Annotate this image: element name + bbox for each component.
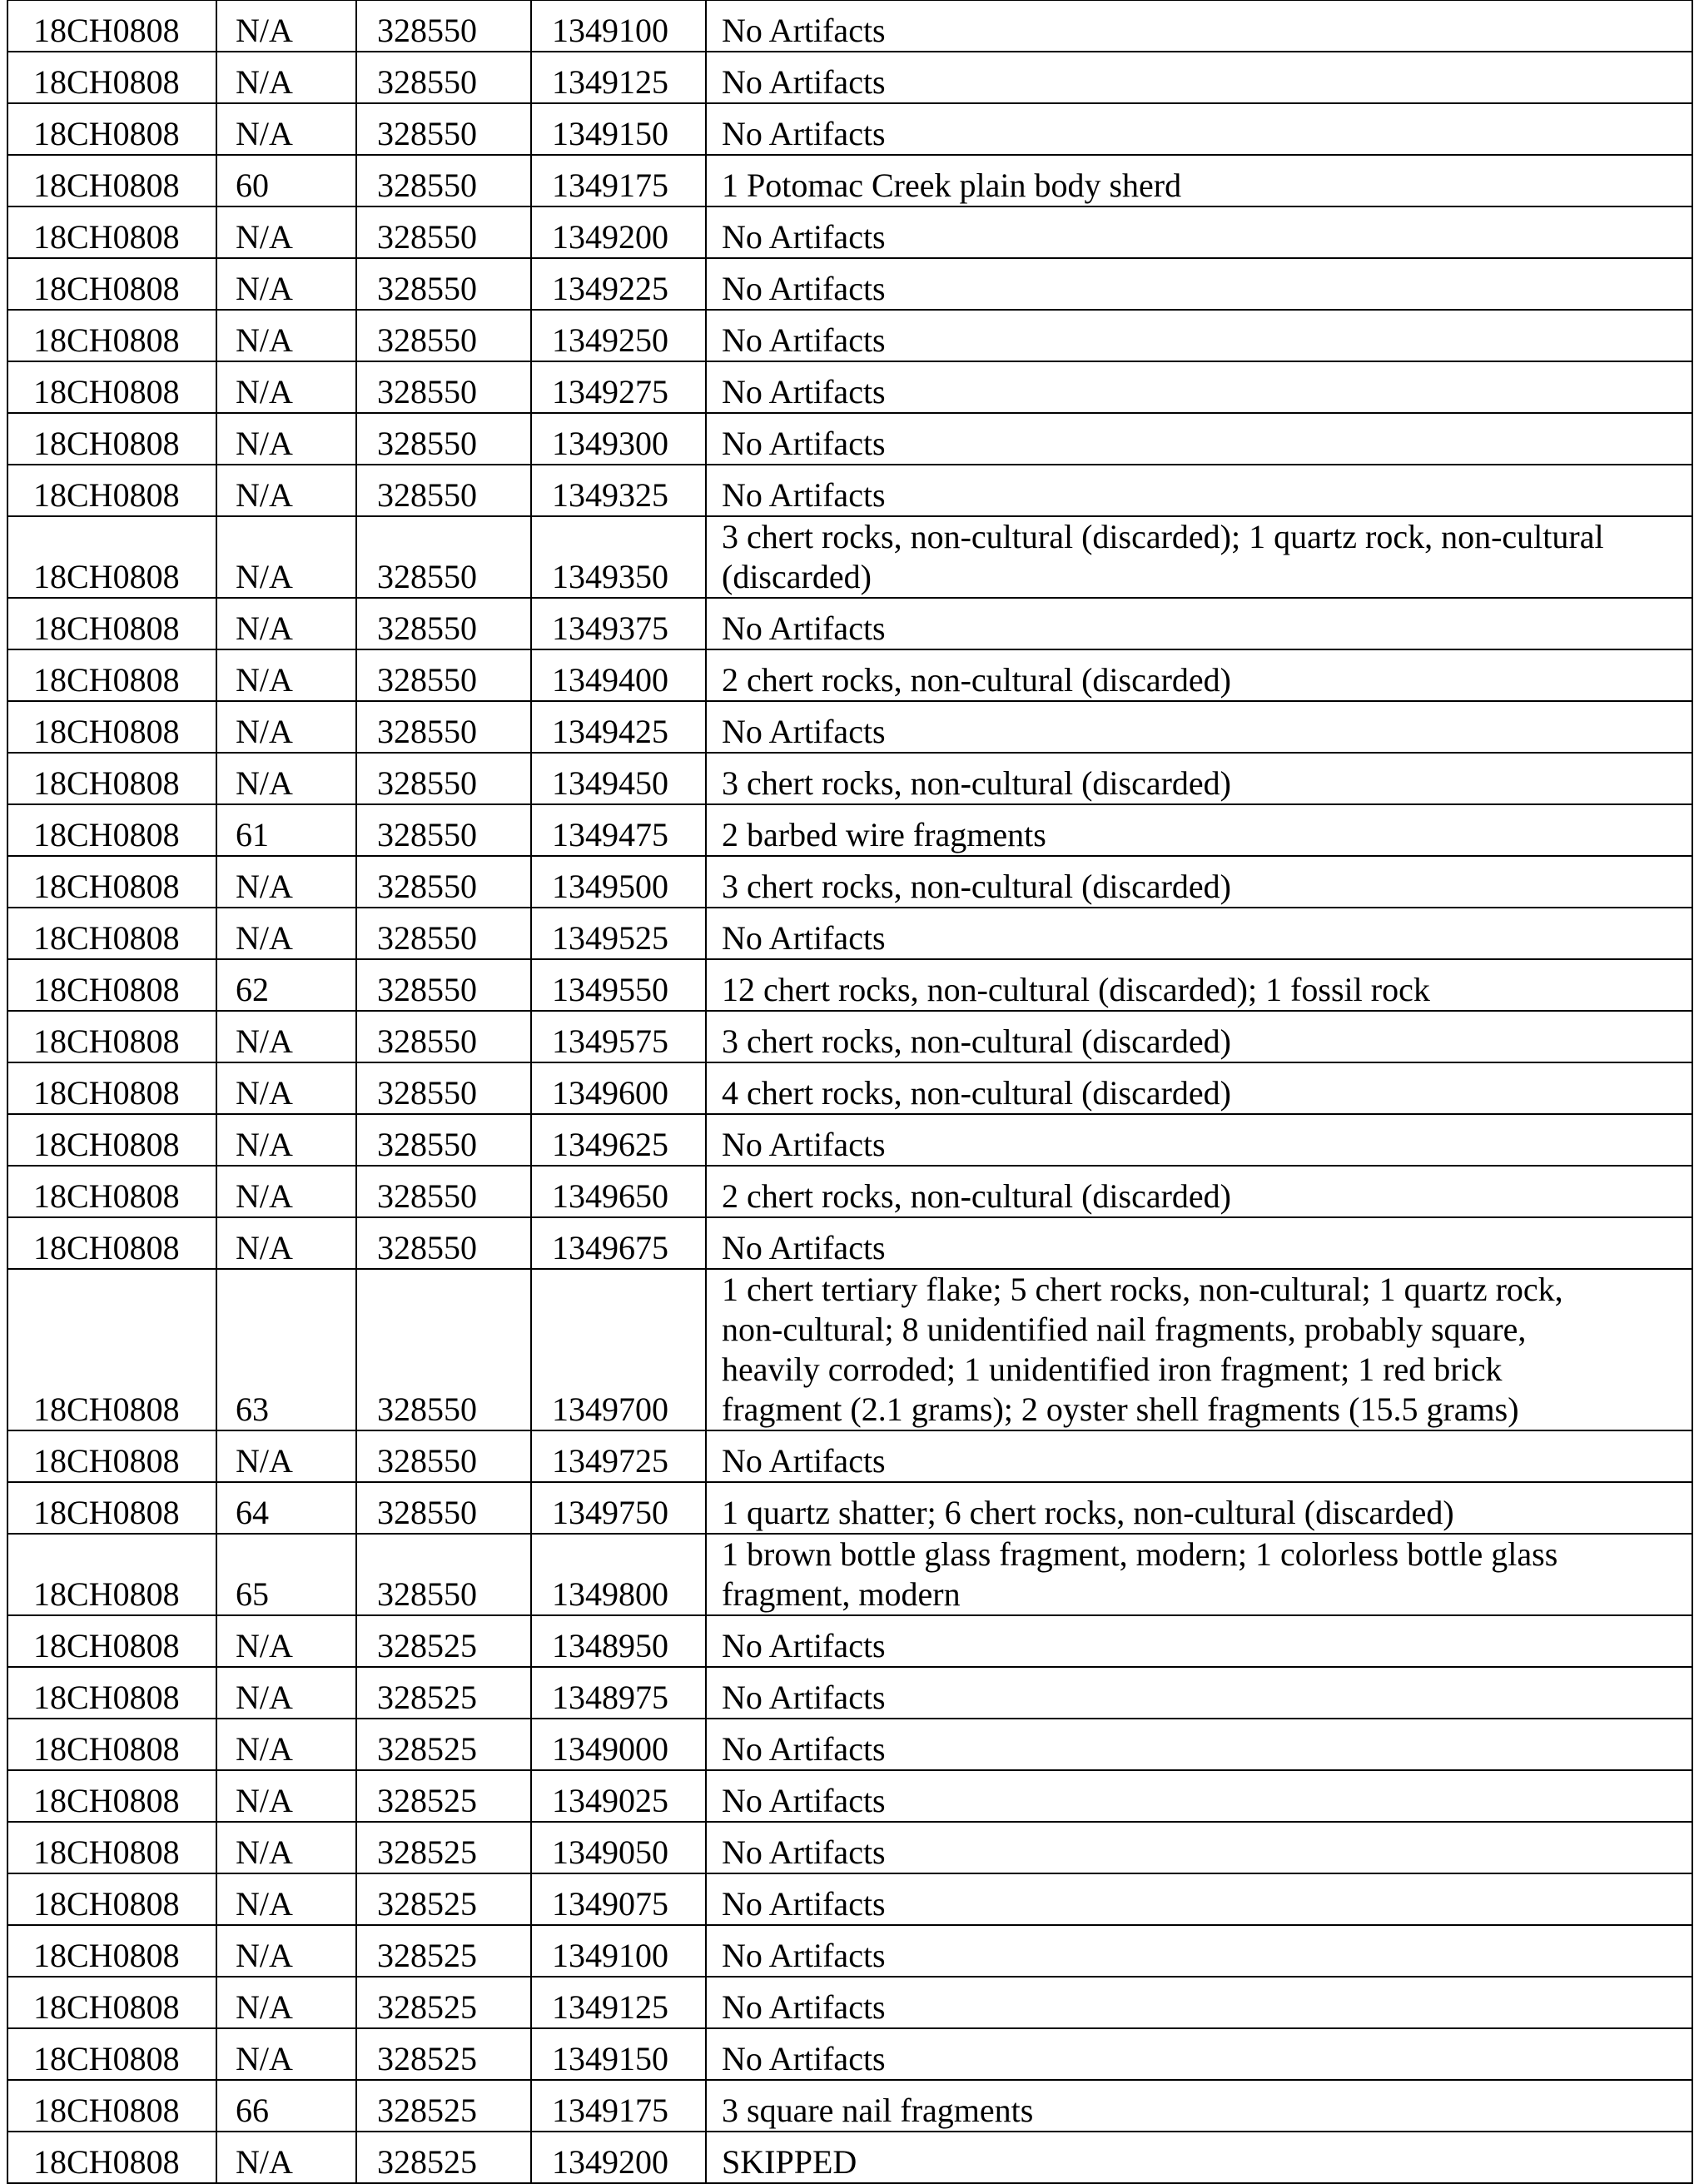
easting-cell: 328550: [356, 1062, 531, 1114]
catalog-number-cell: 62: [216, 959, 356, 1011]
northing-cell: 1349000: [531, 1719, 706, 1770]
site-number-cell: 18CH0808: [7, 1534, 216, 1615]
site-number-cell: 18CH0808: [7, 804, 216, 856]
description-line: fragment, modern: [722, 1575, 961, 1613]
catalog-number-cell: N/A: [216, 206, 356, 258]
catalog-number-cell: N/A: [216, 1114, 356, 1166]
table-row: [7, 1770, 1692, 1822]
description-line: No Artifacts: [722, 1937, 886, 1974]
catalog-number-cell: N/A: [216, 753, 356, 804]
northing-cell: 1349325: [531, 465, 706, 516]
northing-cell: 1349575: [531, 1011, 706, 1062]
description-line: No Artifacts: [722, 1679, 886, 1716]
catalog-number-cell: N/A: [216, 310, 356, 361]
easting-cell: 328550: [356, 959, 531, 1011]
northing-cell: 1349600: [531, 1062, 706, 1114]
northing-cell: 1349150: [531, 2028, 706, 2080]
table-row: [7, 1217, 1692, 1269]
northing-cell: 1349200: [531, 206, 706, 258]
table-row: [7, 1011, 1692, 1062]
site-number-cell: 18CH0808: [7, 516, 216, 598]
site-number-cell: 18CH0808: [7, 1430, 216, 1482]
table-row: [7, 1062, 1692, 1114]
artifact-description-cell: [706, 959, 1692, 1011]
northing-cell: 1349650: [531, 1166, 706, 1217]
site-number-cell: 18CH0808: [7, 598, 216, 649]
artifact-description-cell: [706, 1873, 1692, 1925]
northing-cell: 1348975: [531, 1667, 706, 1719]
description-line: 1 quartz shatter; 6 chert rocks, non-cultural (discarded): [722, 1494, 1454, 1531]
catalog-number-cell: N/A: [216, 1822, 356, 1873]
catalog-number-cell: N/A: [216, 0, 356, 52]
site-number-cell: 18CH0808: [7, 310, 216, 361]
catalog-number-cell: N/A: [216, 1166, 356, 1217]
site-number-cell: 18CH0808: [7, 856, 216, 908]
table-row: [7, 1166, 1692, 1217]
easting-cell: 328550: [356, 1482, 531, 1534]
easting-cell: 328550: [356, 598, 531, 649]
site-number-cell: 18CH0808: [7, 1062, 216, 1114]
description-line: No Artifacts: [722, 1885, 886, 1923]
easting-cell: 328525: [356, 1925, 531, 1977]
artifact-description-cell: [706, 856, 1692, 908]
artifact-table: [7, 0, 1693, 2184]
description-line: No Artifacts: [722, 2040, 886, 2077]
description-line: No Artifacts: [722, 1627, 886, 1664]
description-line: No Artifacts: [722, 321, 886, 359]
artifact-description-cell: [706, 258, 1692, 310]
site-number-cell: 18CH0808: [7, 1667, 216, 1719]
table-row: [7, 959, 1692, 1011]
easting-cell: 328525: [356, 2080, 531, 2132]
description-line: No Artifacts: [722, 218, 886, 256]
catalog-number-cell: N/A: [216, 361, 356, 413]
artifact-description-cell: [706, 2028, 1692, 2080]
easting-cell: 328525: [356, 2132, 531, 2183]
catalog-number-cell: 63: [216, 1269, 356, 1430]
description-line: No Artifacts: [722, 713, 886, 750]
description-line: No Artifacts: [722, 12, 886, 49]
table-row: [7, 465, 1692, 516]
site-number-cell: 18CH0808: [7, 52, 216, 103]
catalog-number-cell: N/A: [216, 856, 356, 908]
northing-cell: 1349275: [531, 361, 706, 413]
description-line: 3 chert rocks, non-cultural (discarded): [722, 868, 1231, 905]
northing-cell: 1349700: [531, 1269, 706, 1430]
description-line: 3 chert rocks, non-cultural (discarded); 1 quartz rock, non-cultural: [722, 518, 1604, 555]
easting-cell: 328550: [356, 1430, 531, 1482]
easting-cell: 328525: [356, 1873, 531, 1925]
catalog-number-cell: 66: [216, 2080, 356, 2132]
easting-cell: 328550: [356, 1166, 531, 1217]
easting-cell: 328550: [356, 465, 531, 516]
table-row: [7, 1482, 1692, 1534]
easting-cell: 328525: [356, 1719, 531, 1770]
easting-cell: 328550: [356, 361, 531, 413]
northing-cell: 1349750: [531, 1482, 706, 1534]
artifact-description-cell: [706, 649, 1692, 701]
site-number-cell: 18CH0808: [7, 2080, 216, 2132]
site-number-cell: 18CH0808: [7, 155, 216, 206]
easting-cell: 328525: [356, 2028, 531, 2080]
artifact-description-cell: [706, 206, 1692, 258]
easting-cell: 328550: [356, 1011, 531, 1062]
artifact-table-body: [7, 0, 1692, 2183]
table-row: [7, 804, 1692, 856]
artifact-description-cell: [706, 103, 1692, 155]
catalog-number-cell: 61: [216, 804, 356, 856]
catalog-number-cell: N/A: [216, 465, 356, 516]
catalog-number-cell: N/A: [216, 1873, 356, 1925]
catalog-number-cell: N/A: [216, 2028, 356, 2080]
northing-cell: 1349500: [531, 856, 706, 908]
catalog-number-cell: 65: [216, 1534, 356, 1615]
easting-cell: 328550: [356, 206, 531, 258]
northing-cell: 1349450: [531, 753, 706, 804]
northing-cell: 1349200: [531, 2132, 706, 2183]
table-row: [7, 908, 1692, 959]
description-line: No Artifacts: [722, 1730, 886, 1768]
easting-cell: 328525: [356, 1822, 531, 1873]
northing-cell: 1349125: [531, 1977, 706, 2028]
site-number-cell: 18CH0808: [7, 465, 216, 516]
catalog-number-cell: N/A: [216, 1719, 356, 1770]
description-line: No Artifacts: [722, 1442, 886, 1480]
easting-cell: 328550: [356, 856, 531, 908]
table-row: [7, 413, 1692, 465]
table-row: [7, 2132, 1692, 2183]
artifact-description-cell: [706, 1062, 1692, 1114]
artifact-description-cell: [706, 1615, 1692, 1667]
northing-cell: 1349425: [531, 701, 706, 753]
site-number-cell: 18CH0808: [7, 0, 216, 52]
northing-cell: 1349525: [531, 908, 706, 959]
northing-cell: 1349475: [531, 804, 706, 856]
description-line: 3 chert rocks, non-cultural (discarded): [722, 1022, 1231, 1060]
table-row: [7, 856, 1692, 908]
site-number-cell: 18CH0808: [7, 1873, 216, 1925]
catalog-number-cell: N/A: [216, 1770, 356, 1822]
description-line: 3 chert rocks, non-cultural (discarded): [722, 764, 1231, 802]
easting-cell: 328550: [356, 52, 531, 103]
artifact-description-cell: [706, 1430, 1692, 1482]
catalog-number-cell: N/A: [216, 598, 356, 649]
catalog-number-cell: 64: [216, 1482, 356, 1534]
catalog-number-cell: 60: [216, 155, 356, 206]
site-number-cell: 18CH0808: [7, 206, 216, 258]
description-line: No Artifacts: [722, 270, 886, 307]
easting-cell: 328525: [356, 1667, 531, 1719]
site-number-cell: 18CH0808: [7, 361, 216, 413]
easting-cell: 328550: [356, 103, 531, 155]
artifact-description-cell: [706, 598, 1692, 649]
description-line: No Artifacts: [722, 1988, 886, 2026]
table-row: [7, 516, 1692, 598]
catalog-number-cell: N/A: [216, 1011, 356, 1062]
table-row: [7, 1114, 1692, 1166]
northing-cell: 1349625: [531, 1114, 706, 1166]
site-number-cell: 18CH0808: [7, 959, 216, 1011]
description-line: No Artifacts: [722, 425, 886, 462]
table-row: [7, 1977, 1692, 2028]
artifact-description-cell: [706, 361, 1692, 413]
artifact-description-cell: [706, 1770, 1692, 1822]
artifact-description-cell: [706, 2132, 1692, 2183]
description-line: No Artifacts: [722, 609, 886, 647]
easting-cell: 328550: [356, 753, 531, 804]
northing-cell: 1349375: [531, 598, 706, 649]
northing-cell: 1349350: [531, 516, 706, 598]
northing-cell: 1349050: [531, 1822, 706, 1873]
table-row: [7, 310, 1692, 361]
description-line: No Artifacts: [722, 1229, 886, 1266]
description-line: No Artifacts: [722, 373, 886, 410]
table-row: [7, 753, 1692, 804]
site-number-cell: 18CH0808: [7, 1770, 216, 1822]
easting-cell: 328550: [356, 258, 531, 310]
northing-cell: 1349175: [531, 155, 706, 206]
site-number-cell: 18CH0808: [7, 1719, 216, 1770]
catalog-number-cell: N/A: [216, 258, 356, 310]
artifact-description-cell: [706, 701, 1692, 753]
site-number-cell: 18CH0808: [7, 2028, 216, 2080]
table-row: [7, 701, 1692, 753]
description-line: 1 brown bottle glass fragment, modern; 1 colorless bottle glass: [722, 1535, 1558, 1573]
easting-cell: 328550: [356, 1534, 531, 1615]
site-number-cell: 18CH0808: [7, 258, 216, 310]
site-number-cell: 18CH0808: [7, 1269, 216, 1430]
catalog-number-cell: N/A: [216, 1615, 356, 1667]
description-line: No Artifacts: [722, 1126, 886, 1163]
artifact-description-cell: [706, 1667, 1692, 1719]
northing-cell: 1349125: [531, 52, 706, 103]
catalog-number-cell: N/A: [216, 701, 356, 753]
site-number-cell: 18CH0808: [7, 1166, 216, 1217]
site-number-cell: 18CH0808: [7, 2132, 216, 2183]
artifact-description-cell: [706, 465, 1692, 516]
site-number-cell: 18CH0808: [7, 1482, 216, 1534]
artifact-description-cell: [706, 908, 1692, 959]
table-row: [7, 1925, 1692, 1977]
table-row: [7, 1873, 1692, 1925]
catalog-number-cell: N/A: [216, 413, 356, 465]
table-row: [7, 1719, 1692, 1770]
northing-cell: 1349550: [531, 959, 706, 1011]
catalog-number-cell: N/A: [216, 2132, 356, 2183]
site-number-cell: 18CH0808: [7, 1615, 216, 1667]
easting-cell: 328550: [356, 804, 531, 856]
northing-cell: 1349725: [531, 1430, 706, 1482]
easting-cell: 328550: [356, 310, 531, 361]
artifact-description-cell: [706, 2080, 1692, 2132]
description-line: No Artifacts: [722, 1782, 886, 1819]
easting-cell: 328550: [356, 908, 531, 959]
artifact-description-cell: [706, 1269, 1692, 1430]
catalog-number-cell: N/A: [216, 1977, 356, 2028]
table-row: [7, 1269, 1692, 1430]
table-row: [7, 598, 1692, 649]
site-number-cell: 18CH0808: [7, 1011, 216, 1062]
northing-cell: 1349225: [531, 258, 706, 310]
artifact-description-cell: [706, 1534, 1692, 1615]
table-row: [7, 2028, 1692, 2080]
site-number-cell: 18CH0808: [7, 1217, 216, 1269]
artifact-description-cell: [706, 310, 1692, 361]
description-line: fragment (2.1 grams); 2 oyster shell fragments (15.5 grams): [722, 1390, 1519, 1428]
site-number-cell: 18CH0808: [7, 701, 216, 753]
table-row: [7, 2080, 1692, 2132]
artifact-description-cell: [706, 52, 1692, 103]
table-row: [7, 206, 1692, 258]
table-row: [7, 361, 1692, 413]
table-row: [7, 258, 1692, 310]
artifact-description-cell: [706, 516, 1692, 598]
catalog-number-cell: N/A: [216, 1217, 356, 1269]
easting-cell: 328550: [356, 516, 531, 598]
northing-cell: 1349300: [531, 413, 706, 465]
northing-cell: 1349075: [531, 1873, 706, 1925]
table-row: [7, 103, 1692, 155]
catalog-number-cell: N/A: [216, 1430, 356, 1482]
northing-cell: 1349675: [531, 1217, 706, 1269]
easting-cell: 328550: [356, 649, 531, 701]
catalog-number-cell: N/A: [216, 1667, 356, 1719]
site-number-cell: 18CH0808: [7, 649, 216, 701]
artifact-description-cell: [706, 1114, 1692, 1166]
site-number-cell: 18CH0808: [7, 753, 216, 804]
description-line: No Artifacts: [722, 115, 886, 152]
description-line: No Artifacts: [722, 476, 886, 514]
table-row: [7, 1822, 1692, 1873]
artifact-description-cell: [706, 1011, 1692, 1062]
description-line: 2 chert rocks, non-cultural (discarded): [722, 1177, 1231, 1215]
easting-cell: 328550: [356, 701, 531, 753]
table-row: [7, 1430, 1692, 1482]
table-row: [7, 0, 1692, 52]
artifact-description-cell: [706, 155, 1692, 206]
northing-cell: 1349250: [531, 310, 706, 361]
description-line: SKIPPED: [722, 2143, 857, 2181]
artifact-description-cell: [706, 0, 1692, 52]
catalog-number-cell: N/A: [216, 52, 356, 103]
site-number-cell: 18CH0808: [7, 1977, 216, 2028]
description-line: 2 barbed wire fragments: [722, 816, 1046, 853]
northing-cell: 1349100: [531, 0, 706, 52]
artifact-description-cell: [706, 753, 1692, 804]
artifact-description-cell: [706, 1719, 1692, 1770]
easting-cell: 328525: [356, 1977, 531, 2028]
site-number-cell: 18CH0808: [7, 1114, 216, 1166]
catalog-number-cell: N/A: [216, 103, 356, 155]
description-line: 2 chert rocks, non-cultural (discarded): [722, 661, 1231, 699]
northing-cell: 1349400: [531, 649, 706, 701]
catalog-number-cell: N/A: [216, 908, 356, 959]
description-line: 4 chert rocks, non-cultural (discarded): [722, 1074, 1231, 1112]
site-number-cell: 18CH0808: [7, 103, 216, 155]
description-line: 3 square nail fragments: [722, 2092, 1034, 2129]
description-line: No Artifacts: [722, 919, 886, 957]
table-row: [7, 1534, 1692, 1615]
artifact-description-cell: [706, 1217, 1692, 1269]
artifact-description-cell: [706, 1977, 1692, 2028]
table-row: [7, 1667, 1692, 1719]
easting-cell: 328550: [356, 0, 531, 52]
easting-cell: 328525: [356, 1615, 531, 1667]
catalog-number-cell: N/A: [216, 1062, 356, 1114]
table-row: [7, 1615, 1692, 1667]
catalog-number-cell: N/A: [216, 516, 356, 598]
site-number-cell: 18CH0808: [7, 413, 216, 465]
easting-cell: 328525: [356, 1770, 531, 1822]
artifact-description-cell: [706, 1482, 1692, 1534]
northing-cell: 1349025: [531, 1770, 706, 1822]
easting-cell: 328550: [356, 1114, 531, 1166]
easting-cell: 328550: [356, 1217, 531, 1269]
catalog-number-cell: N/A: [216, 1925, 356, 1977]
table-row: [7, 52, 1692, 103]
table-row: [7, 649, 1692, 701]
site-number-cell: 18CH0808: [7, 908, 216, 959]
description-line: No Artifacts: [722, 63, 886, 101]
artifact-description-cell: [706, 804, 1692, 856]
artifact-description-cell: [706, 1822, 1692, 1873]
description-line: heavily corroded; 1 unidentified iron fragment; 1 red brick: [722, 1351, 1503, 1388]
northing-cell: 1348950: [531, 1615, 706, 1667]
easting-cell: 328550: [356, 155, 531, 206]
description-line: 12 chert rocks, non-cultural (discarded); 1 fossil rock: [722, 971, 1430, 1008]
table-row: [7, 155, 1692, 206]
description-line: 1 chert tertiary flake; 5 chert rocks, non-cultural; 1 quartz rock,: [722, 1271, 1563, 1308]
artifact-description-cell: [706, 1925, 1692, 1977]
description-line: No Artifacts: [722, 1833, 886, 1871]
northing-cell: 1349800: [531, 1534, 706, 1615]
description-line: non-cultural; 8 unidentified nail fragments, probably square,: [722, 1311, 1527, 1348]
description-line: 1 Potomac Creek plain body sherd: [722, 167, 1182, 204]
artifact-description-cell: [706, 413, 1692, 465]
description-line: (discarded): [722, 558, 872, 595]
artifact-description-cell: [706, 1166, 1692, 1217]
site-number-cell: 18CH0808: [7, 1925, 216, 1977]
northing-cell: 1349175: [531, 2080, 706, 2132]
northing-cell: 1349150: [531, 103, 706, 155]
northing-cell: 1349100: [531, 1925, 706, 1977]
catalog-number-cell: N/A: [216, 649, 356, 701]
easting-cell: 328550: [356, 1269, 531, 1430]
site-number-cell: 18CH0808: [7, 1822, 216, 1873]
easting-cell: 328550: [356, 413, 531, 465]
